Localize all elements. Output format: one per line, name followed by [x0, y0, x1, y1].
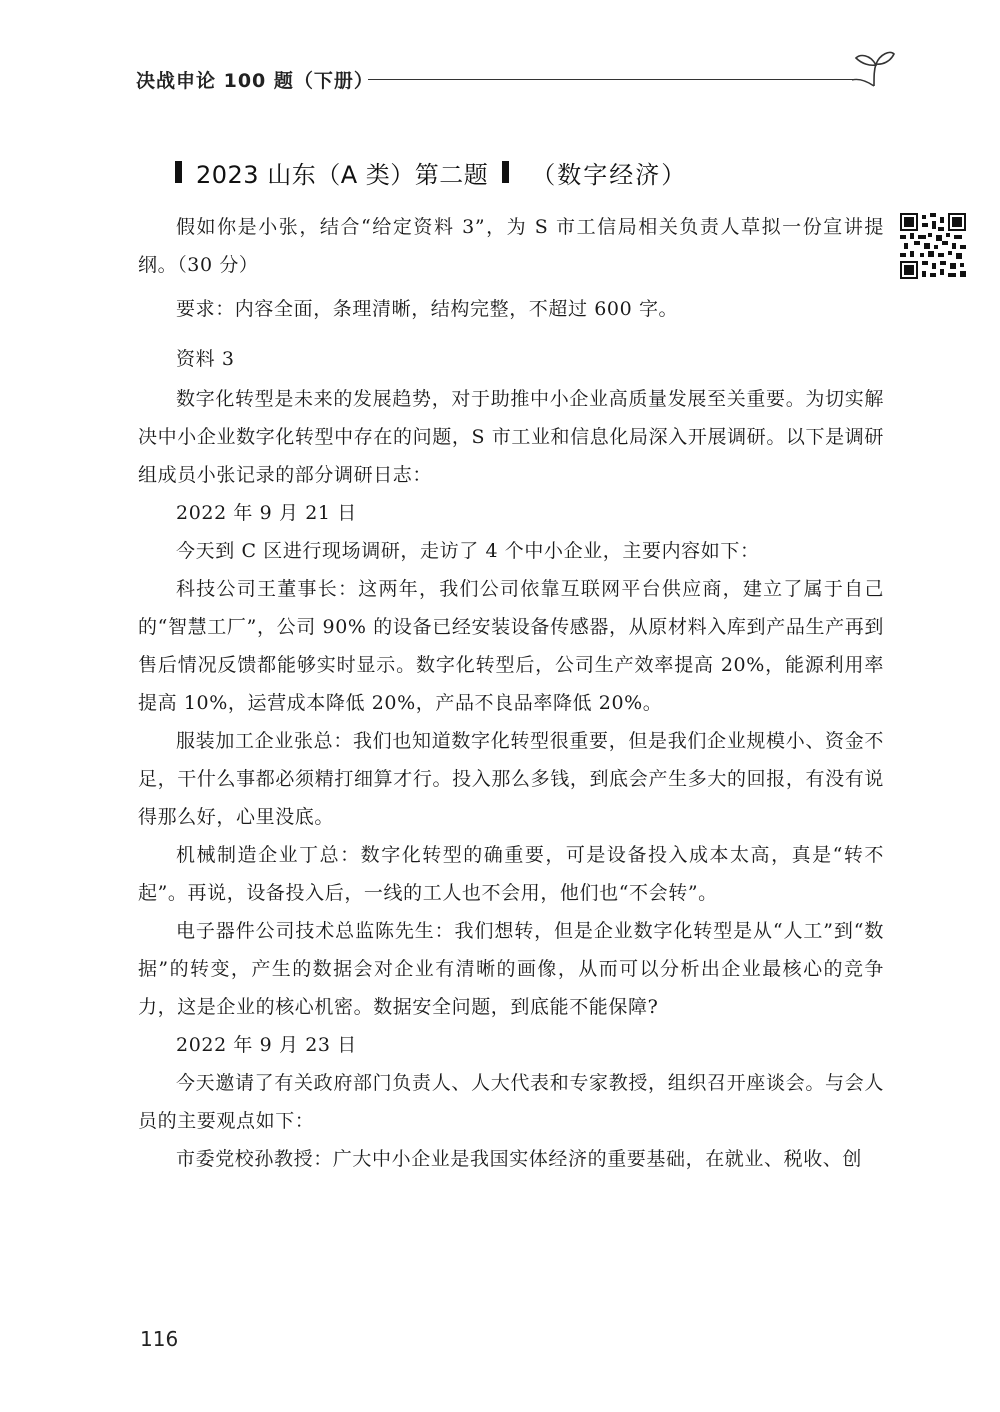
diary-date: 2022 年 9 月 23 日 [176, 1034, 357, 1056]
question-requirement [138, 290, 884, 328]
heading-bar-right [502, 161, 509, 183]
question-topic: （数字经济） [531, 160, 688, 189]
requirement-text: 要求：内容全面，条理清晰，结构完整，不超过 600 字。 [176, 298, 679, 320]
header-rule [368, 79, 853, 80]
material-label: 资料 3 [176, 348, 235, 370]
book-title: 决战申论 100 题（下册） [136, 70, 374, 92]
question-title: 2023 山东（A 类）第二题 [196, 160, 489, 189]
material-paragraph: 市委党校孙教授：广大中小企业是我国实体经济的重要基础，在就业、税收、创 [176, 1148, 863, 1170]
material-paragraph: 机械制造企业丁总：数字化转型的确重要，可是设备投入成本太高，真是“转不起”。再说，设备投入后，一线的工人也不会用，他们也“不会转”。 [138, 844, 884, 904]
running-header [136, 62, 896, 98]
material-section [138, 340, 884, 1178]
material-paragraph: 服装加工企业张总：我们也知道数字化转型很重要，但是我们企业规模小、资金不足，干什么事都必须精打细算才行。投入那么多钱，到底会产生多大的回报，有没有说得那么好，心里没底。 [138, 730, 884, 828]
material-paragraph: 科技公司王董事长：这两年，我们公司依靠互联网平台供应商，建立了属于自己的“智慧工厂”，公司 90% 的设备已经安装设备传感器，从原材料入库到产品生产再到售后情况反馈都能够实时显示。数字化转型后，公司生产效率提高 20%，能源利用率提高 10%，运营成本降低 20%，产品不良品率降低 20%。 [138, 578, 884, 714]
question-heading [175, 152, 687, 192]
diary-date: 2022 年 9 月 21 日 [176, 502, 357, 524]
question-prompt [138, 208, 884, 284]
material-paragraph: 今天到 C 区进行现场调研，走访了 4 个中小企业，主要内容如下： [176, 540, 760, 562]
sprout-icon [852, 48, 898, 88]
prompt-text: 假如你是小张，结合“给定资料 3”，为 S 市工信局相关负责人草拟一份宣讲提纲。（30 分） [138, 216, 884, 276]
material-paragraph: 今天邀请了有关政府部门负责人、人大代表和专家教授，组织召开座谈会。与会人员的主要观点如下： [138, 1072, 884, 1132]
page-number: 116 [140, 1327, 179, 1351]
material-paragraph: 电子器件公司技术总监陈先生：我们想转，但是企业数字化转型是从“人工”到“数据”的转变，产生的数据会对企业有清晰的画像，从而可以分析出企业最核心的竞争力，这是企业的核心机密。数据安全问题，到底能不能保障? [138, 920, 884, 1018]
heading-bar-left [175, 161, 182, 183]
qr-code-icon[interactable] [900, 213, 966, 279]
material-paragraph: 数字化转型是未来的发展趋势，对于助推中小企业高质量发展至关重要。为切实解决中小企业数字化转型中存在的问题，S 市工业和信息化局深入开展调研。以下是调研组成员小张记录的部分调研日志： [138, 388, 884, 486]
